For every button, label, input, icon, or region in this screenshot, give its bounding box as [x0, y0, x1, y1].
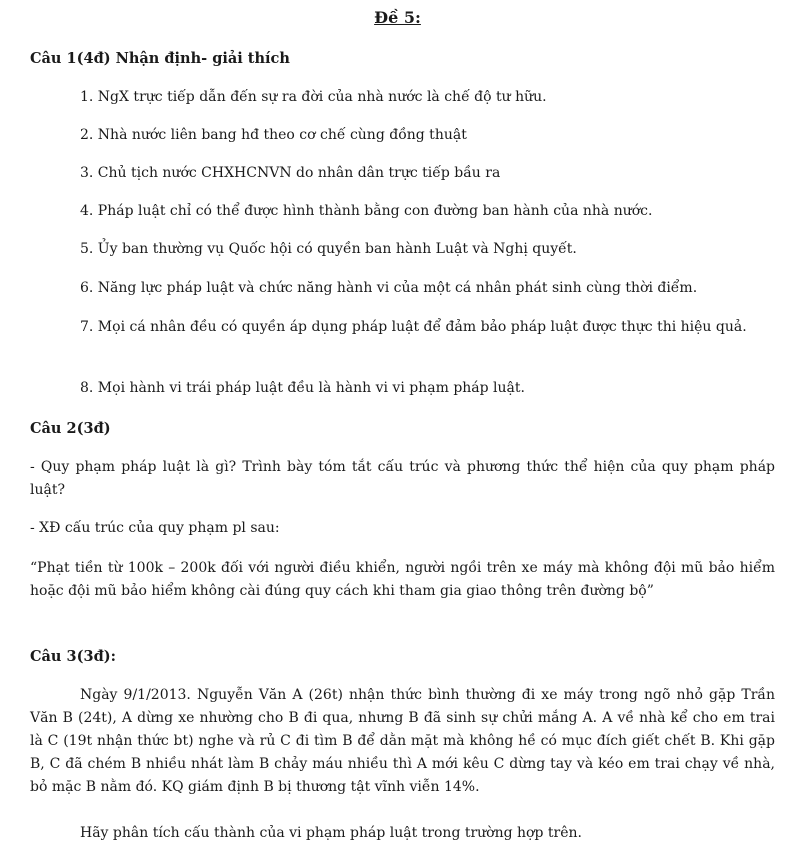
question-3-paragraph-2: Hãy phân tích cấu thành của vi phạm pháp luật trong trường hợp trên. — [80, 825, 582, 841]
question-3-paragraph-1: Ngày 9/1/2013. Nguyễn Văn A (26t) nhận thức bình thường đi xe máy trong ngõ nhỏ gặp Trần Văn B (24t), A dừng xe nhường cho B đi qua, nhưng B đã sinh sự chửi mắng A. A về nhà kể cho em trai là C (19t nhận thức bt) nghe và rủ C đi tìm B để dằn mặt mà không hề có mục đích giết chết B. Khi gặp B, C đã chém B nhiều nhát làm B chảy máu nhiều thì A mới kêu C dừng tay và kéo em trai chạy về nhà, bỏ mặc B nằm đó. KQ giám định B bị thương tật vĩnh viễn 14%. — [30, 687, 775, 795]
question-1-item-7: 7. Mọi cá nhân đều có quyền áp dụng pháp luật để đảm bảo pháp luật được thực thi hiệu quả. — [80, 319, 747, 335]
question-1-item-1: 1. NgX trực tiếp dẫn đến sự ra đời của nhà nước là chế độ tư hữu. — [80, 89, 547, 105]
question-2-heading: Câu 2(3đ) — [30, 420, 111, 437]
question-1-item-6: 6. Năng lực pháp luật và chức năng hành vi của một cá nhân phát sinh cùng thời điểm. — [80, 280, 698, 296]
question-1-item-5: 5. Ủy ban thường vụ Quốc hội có quyền ban hành Luật và Nghị quyết. — [80, 241, 577, 257]
question-1-item-8: 8. Mọi hành vi trái pháp luật đều là hành vi vi phạm pháp luật. — [80, 380, 525, 396]
question-2-paragraph-1: - Quy phạm pháp luật là gì? Trình bày tóm tắt cấu trúc và phương thức thể hiện của quy phạm pháp luật? — [30, 459, 775, 498]
question-1-item-2: 2. Nhà nước liên bang hđ theo cơ chế cùng đồng thuật — [80, 127, 467, 143]
exam-title: Đề 5: — [374, 8, 421, 27]
question-1-item-3: 3. Chủ tịch nước CHXHCNVN do nhân dân trực tiếp bầu ra — [80, 165, 501, 181]
question-1-item-4: 4. Pháp luật chỉ có thể được hình thành bằng con đường ban hành của nhà nước. — [80, 203, 653, 219]
question-2-quote: “Phạt tiền từ 100k – 200k đối với người điều khiển, người ngồi trên xe máy mà không đội mũ bảo hiểm hoặc đội mũ bảo hiểm không cài đúng quy cách khi tham gia giao thông trên đường bộ” — [30, 560, 775, 599]
question-2-paragraph-2: - XĐ cấu trúc của quy phạm pl sau: — [30, 520, 280, 536]
question-3-heading: Câu 3(3đ): — [30, 648, 116, 665]
question-1-heading: Câu 1(4đ) Nhận định- giải thích — [30, 50, 290, 67]
